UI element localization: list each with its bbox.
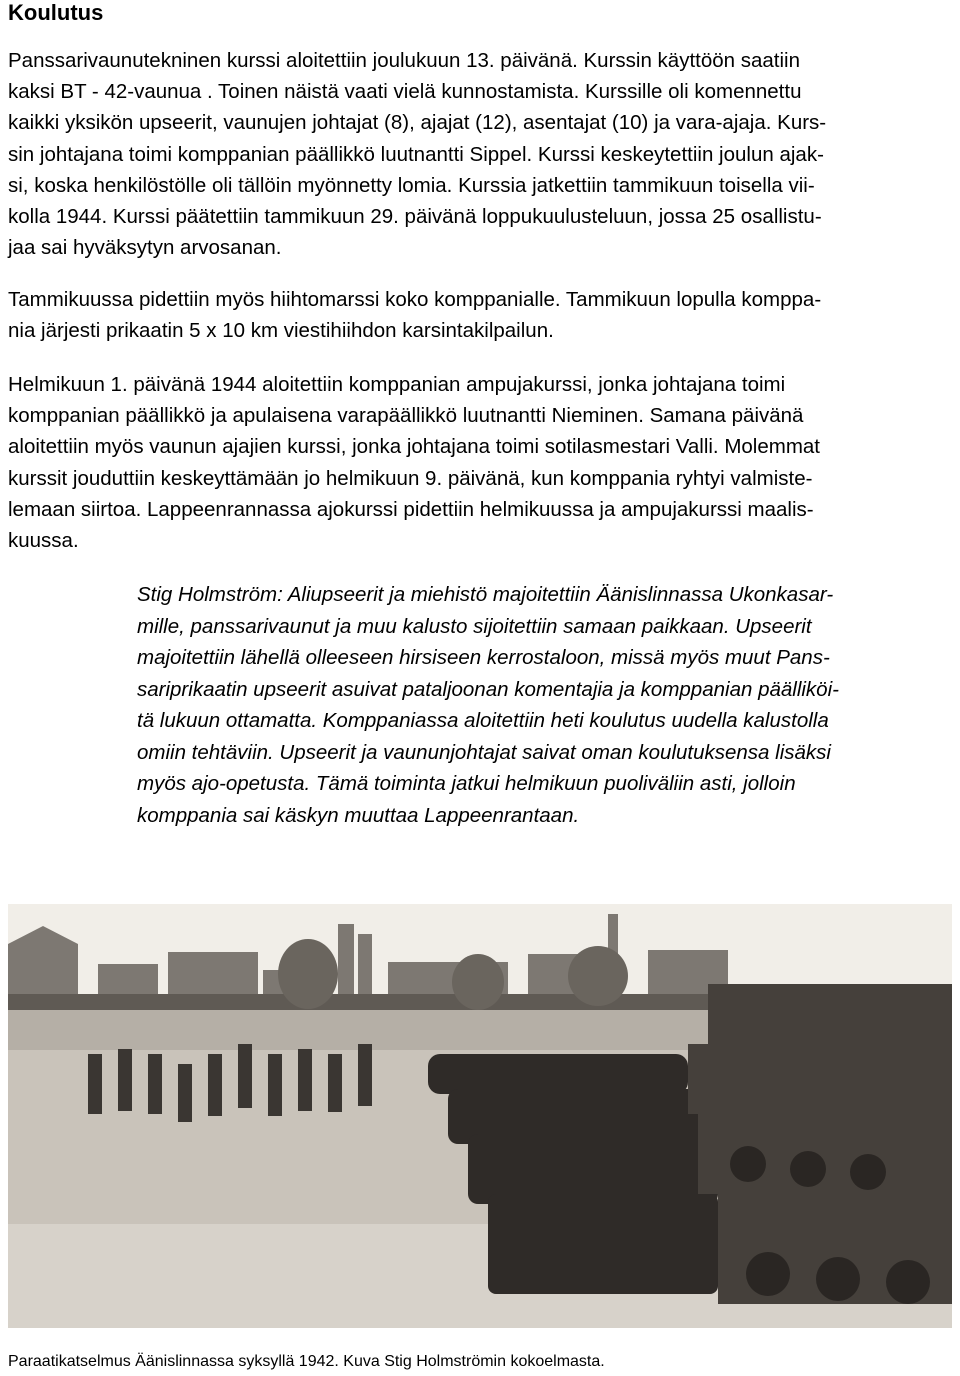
text-line: kolla 1944. Kurssi päätettiin tammikuun 29. päivänä loppukuulusteluun, jossa 25 osallistu- [8,205,822,229]
text-line: si, koska henkilöstölle oli tällöin myönnetty lomia. Kurssia jatkettiin tammikuun toisella vii- [8,173,815,197]
quote-line: Stig Holmström: Aliupseerit ja miehistö majoitettiin Äänislinnassa Ukonkasar- [137,583,834,606]
parade-photo-illustration [8,904,952,1328]
section-heading: Koulutus [8,0,104,25]
quote-line: sariprikaatin upseerit asuivat pataljoonan komentajia ja komppanian päälliköi- [137,677,839,701]
text-line: aloitettiin myös vaunun ajajien kurssi, jonka johtajana toimi sotilasmestari Valli. Molemmat [8,435,821,459]
quote-line: tä lukuun ottamatta. Komppaniassa aloitettiin heti koulutus uudella kalustolla [137,709,829,732]
text-line: komppanian päällikkö ja apulaisena varapäällikkö luutnantti Nieminen. Samana päivänä [8,404,804,428]
text-line: Tammikuussa pidettiin myös hiihtomarssi koko komppanialle. Tammikuun lopulla komppa- [8,288,822,311]
text-line: kaikki yksikön upseerit, vaunujen johtajat (8), ajajat (12), asentajat (10) ja vara-ajaja. Kurs- [8,111,827,135]
quote-line: mille, panssarivaunut ja muu kalusto sijoitettiin samaan paikkaan. Upseerit [137,614,812,638]
text-line: nia järjesti prikaatin 5 x 10 km viestihiihdon karsintakilpailun. [8,319,554,343]
quote-line: komppania sai käskyn muuttaa Lappeenrantaan. [137,803,580,827]
text-line: kaksi BT - 42-vaunua . Toinen näistä vaati vielä kunnostamista. Kurssille oli komennettu [8,80,802,104]
paragraph-course-intro [8,45,952,263]
paragraph-gunner-course [8,369,952,556]
text-line: jaa sai hyväksytyn arvosanan. [8,236,282,260]
photo-caption: Paraatikatselmus Äänislinnassa syksyllä 1942. Kuva Stig Holmströmin kokoelmasta. [8,1353,605,1370]
text-line: kuussa. [8,529,79,553]
parade-photo [8,904,952,1328]
text-line: sin johtajana toimi komppanian päällikkö luutnantti Sippel. Kurssi keskeytettiin joulun ajak- [8,142,824,166]
text-line: Helmikuun 1. päivänä 1944 aloitettiin komppanian ampujakurssi, jonka johtajana toimi [8,373,786,396]
quote-line: majoitettiin lähellä olleeseen hirsiseen kerrostaloon, missä myös muut Pans- [137,646,830,669]
quote-line: myös ajo-opetusta. Tämä toiminta jatkui helmikuun puoliväliin asti, jolloin [137,772,796,795]
quote-stig-holmstrom [137,579,952,831]
text-line: kurssit jouduttiin keskeyttämään jo helmikuun 9. päivänä, kun komppania ryhtyi valmiste- [8,466,813,490]
quote-line: omiin tehtäviin. Upseerit ja vaununjohtajat saivat oman koulutuksensa lisäksi [137,740,831,764]
paragraph-ski-march [8,284,952,346]
text-line: Panssarivaunutekninen kurssi aloitettiin joulukuun 13. päivänä. Kurssin käyttöön saatiin [8,49,801,72]
text-line: lemaan siirtoa. Lappeenrannassa ajokurssi pidettiin helmikuussa ja ampujakurssi maalis- [8,497,814,521]
